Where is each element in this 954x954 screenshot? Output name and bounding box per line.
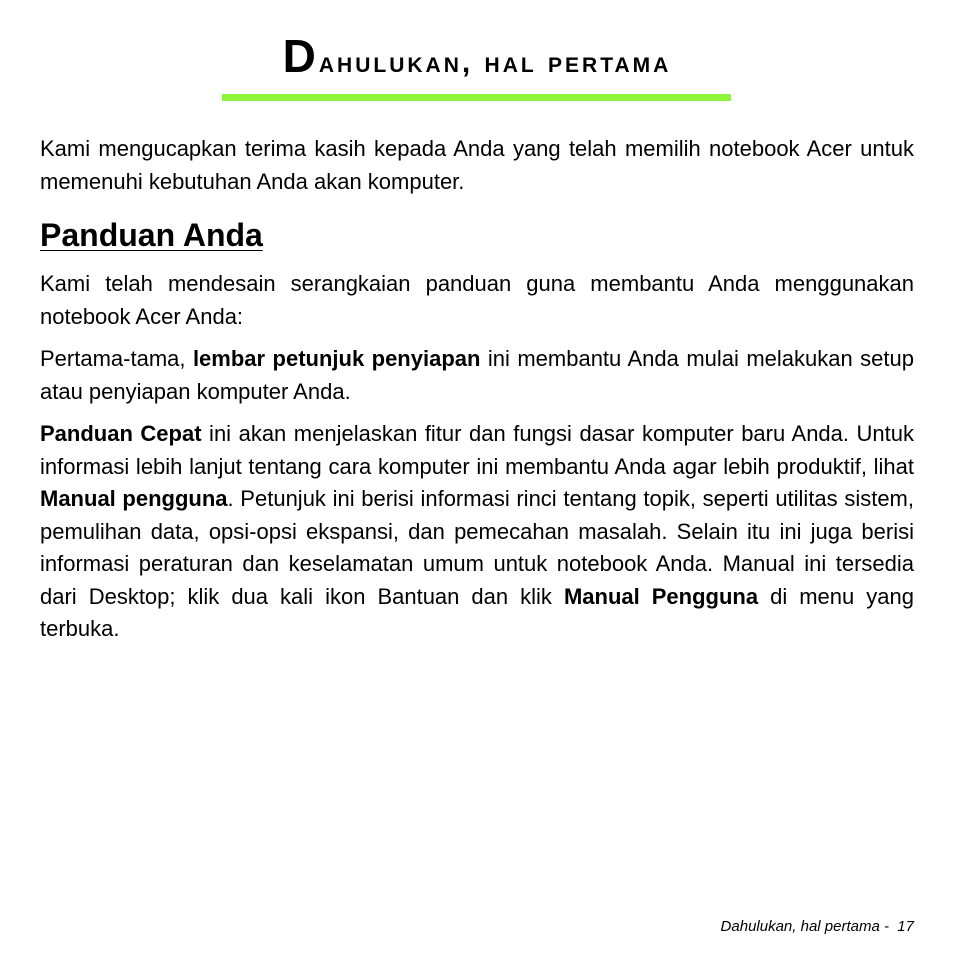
- quick-guide-term: Panduan Cepat: [40, 421, 202, 446]
- setup-sheet-post-text: ini membantu Anda mulai melakukan setup atau penyiapan komputer Anda.: [40, 346, 914, 404]
- setup-sheet-term: lembar petunjuk penyiapan: [192, 346, 481, 371]
- setup-sheet-paragraph: [40, 343, 914, 408]
- setup-sheet-pre-text: Pertama-tama,: [40, 346, 193, 371]
- page-content: [40, 133, 914, 656]
- page-footer: Dahulukan, hal pertama - 17: [720, 918, 914, 935]
- page-title: Dahulukan, hal pertama: [282, 30, 672, 82]
- quick-guide-text-1: ini akan menjelaskan fitur dan fungsi dasar komputer baru Anda. Untuk informasi lebih lanjut tentang cara komputer ini membantu Anda agar lebih produktif, lihat: [40, 421, 915, 479]
- intro-paragraph: Kami mengucapkan terima kasih kepada Anda yang telah memilih notebook Acer untuk memenuhi kebutuhan Anda akan komputer.: [40, 136, 914, 194]
- quick-guide-text-2: . Petunjuk ini berisi informasi rinci tentang topik, seperti utilitas sistem, pemulihan data, opsi-opsi ekspansi, dan pemecahan masalah. Selain itu ini juga berisi informasi peraturan dan keselamatan umum untuk notebook Anda. Manual ini tersedia dari Desktop; klik dua kali ikon Bantuan dan klik: [40, 486, 914, 609]
- title-underline-bar: [222, 94, 731, 101]
- quick-guide-paragraph: [40, 418, 914, 646]
- user-manual-term-2: Manual Pengguna: [563, 583, 759, 609]
- section-heading: Panduan Anda: [40, 217, 263, 253]
- guides-intro-paragraph: Kami telah mendesain serangkaian panduan guna membantu Anda menggunakan notebook Acer Anda:: [40, 271, 914, 329]
- user-manual-term: Manual pengguna: [40, 486, 228, 511]
- quick-guide-text-3: di menu yang terbuka.: [40, 583, 914, 641]
